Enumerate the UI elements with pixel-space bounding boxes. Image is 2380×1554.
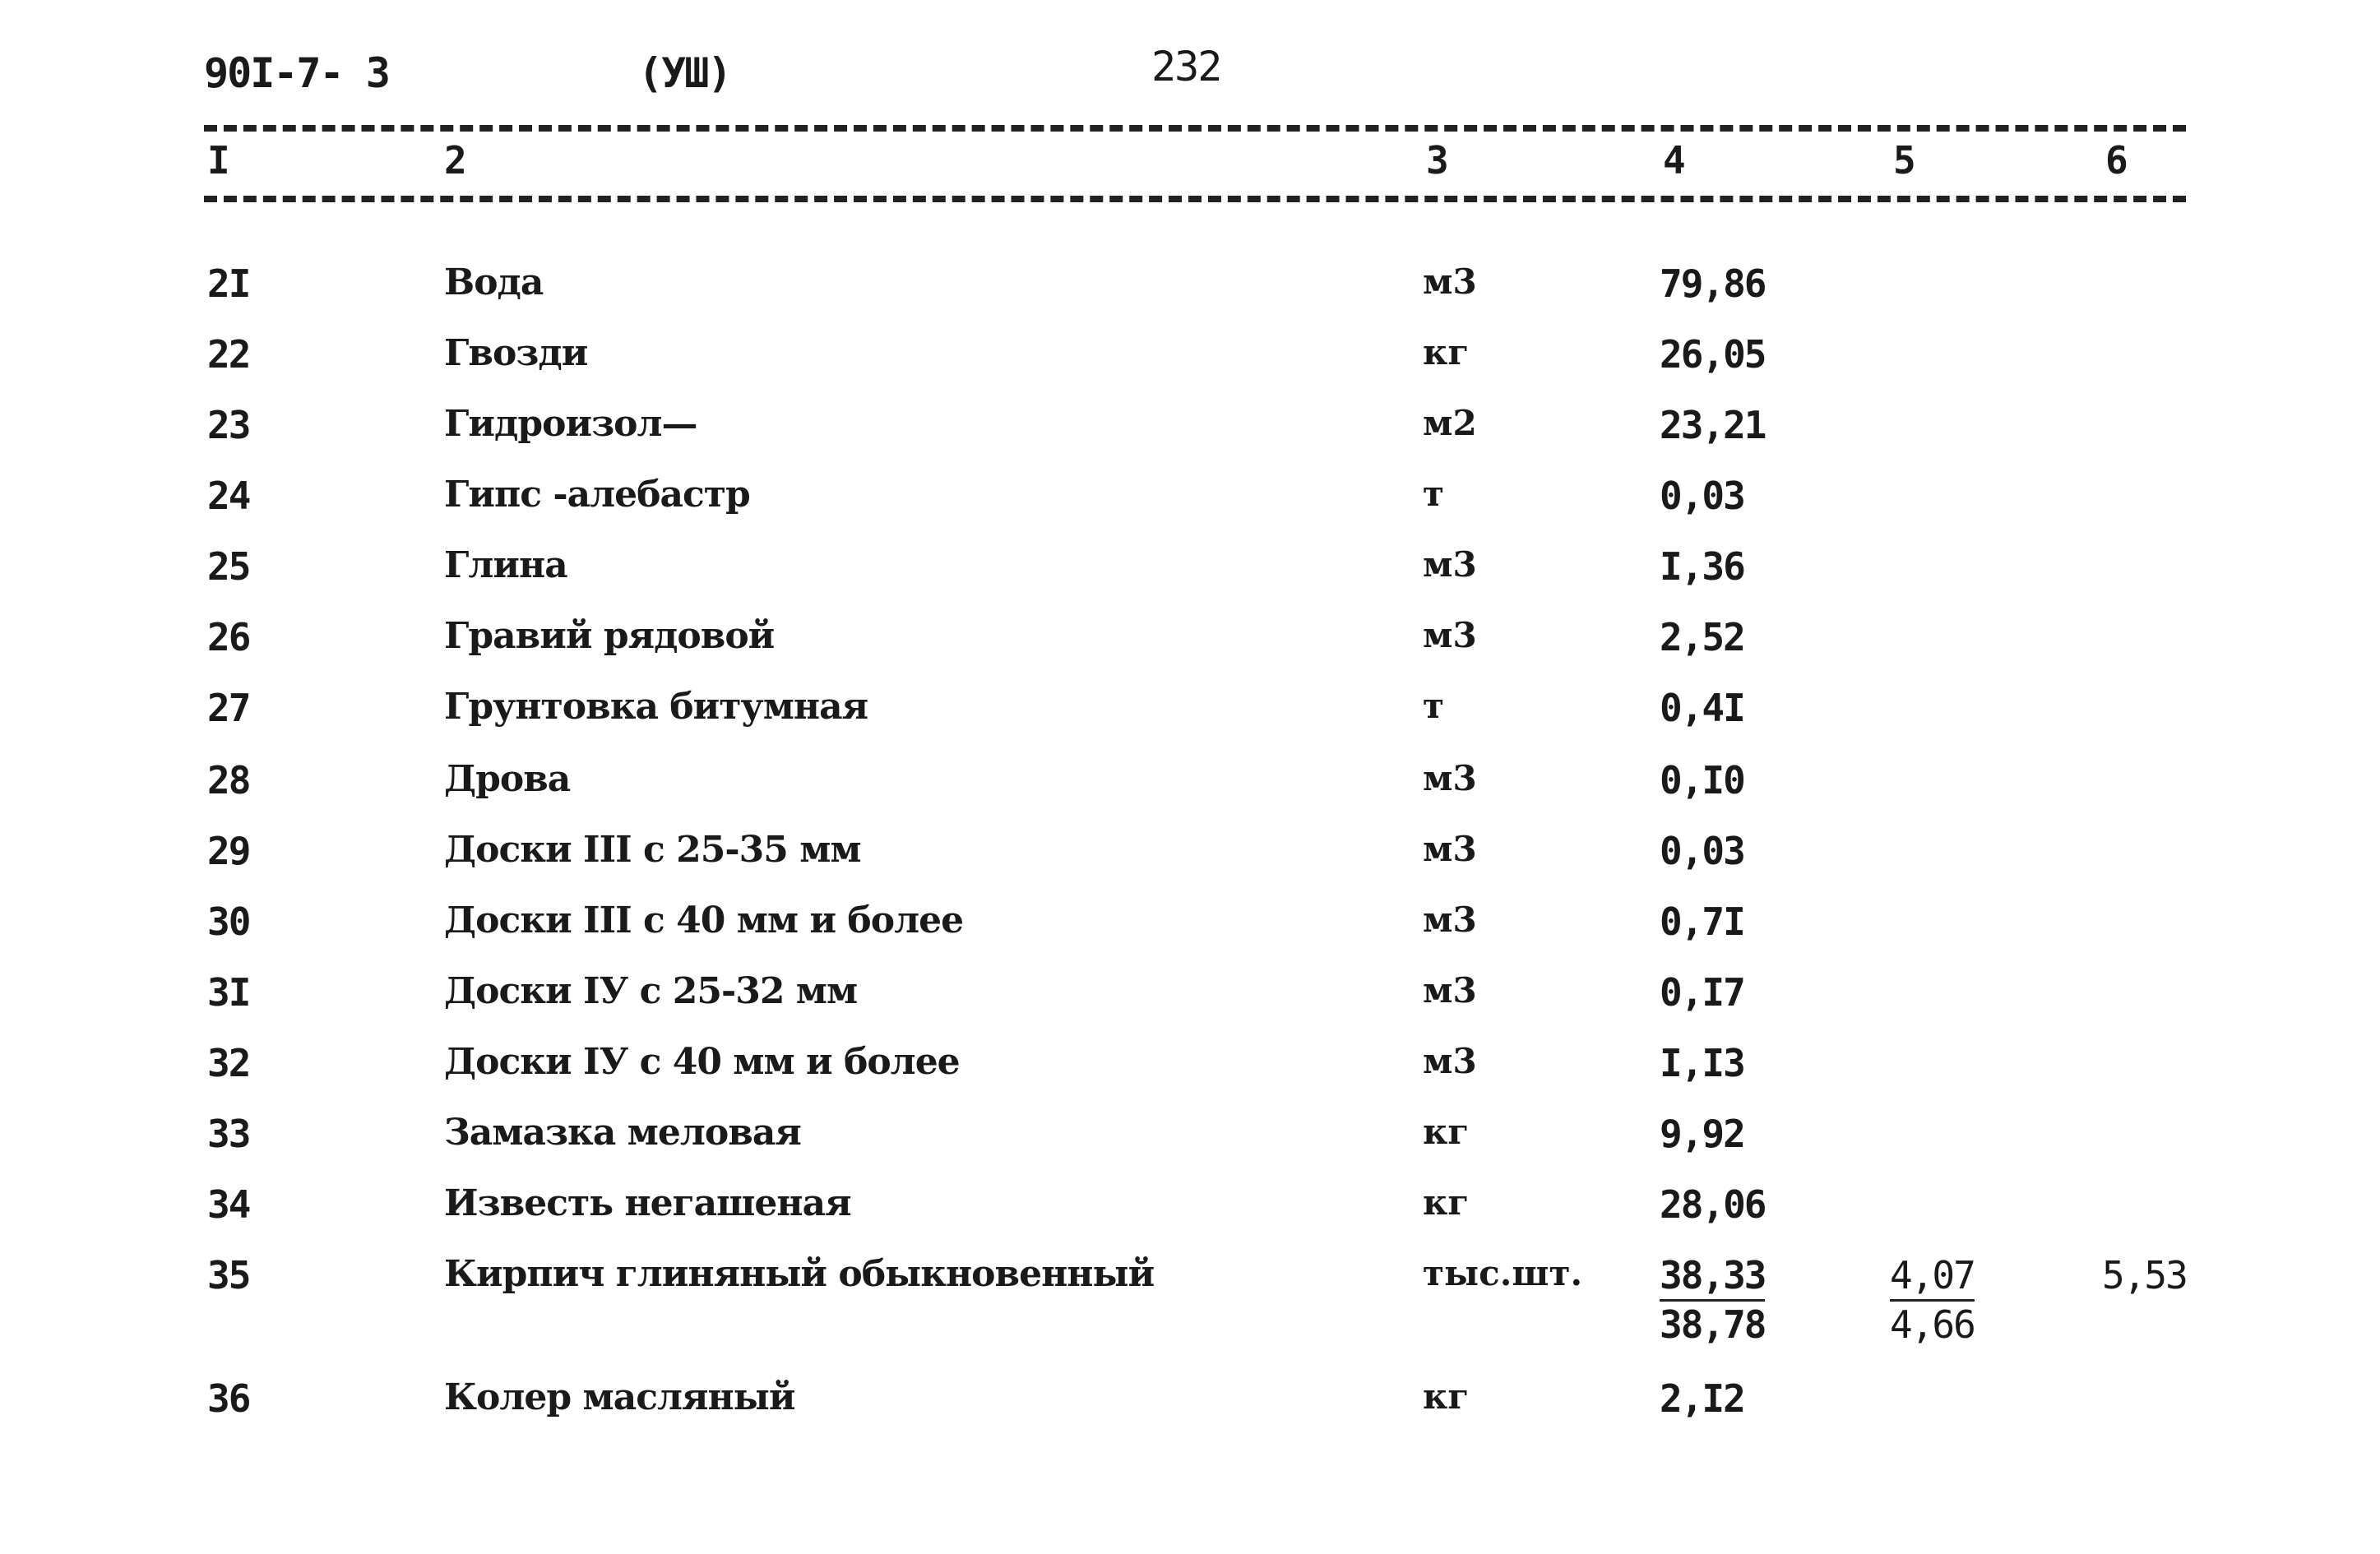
unit: т [1423,474,1445,514]
quantity-col4: 26,05 [1660,332,1766,377]
quantity-col4: 9,92 [1660,1112,1744,1156]
quantity-col4: I,I3 [1660,1041,1744,1085]
row-number: 29 [207,829,250,873]
section-label: (УШ) [638,49,731,97]
unit: кг [1423,1112,1470,1152]
material-name: Дрова [444,758,571,800]
table-row [0,970,2380,1036]
quantity-col4: 23,21 [1660,403,1766,447]
table-row [0,900,2380,965]
column-number-4: 4 [1663,138,1686,183]
table-row [0,332,2380,398]
material-name: Доски III с 25-35 мм [444,829,861,871]
column-number-5: 5 [1893,138,1916,183]
quantity-col4: 79,86 [1660,261,1766,306]
unit: м3 [1423,615,1477,655]
table-row [0,1112,2380,1177]
row-number: 27 [207,686,250,730]
quantity-col4: 0,03 [1660,829,1744,873]
material-name: Кирпич глиняный обыкновенный [444,1253,1155,1295]
table-row [0,474,2380,539]
quantity-col4: 0,7I [1660,900,1744,944]
quantity-col6: 5,53 [2102,1253,2187,1297]
table-row [0,1376,2380,1442]
row-number: 28 [207,758,250,802]
material-name: Гравий рядовой [444,615,775,657]
row-number: 23 [207,403,250,447]
row-number: 35 [207,1253,250,1297]
table-row [0,1253,2380,1368]
row-number: 36 [207,1376,250,1421]
material-name: Гипс -алебастр [444,474,750,516]
row-number: 26 [207,615,250,659]
unit: кг [1423,1376,1470,1417]
unit: м3 [1423,758,1477,798]
column-number-6: 6 [2105,138,2128,183]
row-number: 24 [207,474,250,518]
unit: м3 [1423,544,1477,585]
unit: м2 [1423,403,1477,443]
quantity-col4-secondary: 38,78 [1660,1302,1766,1347]
table-row [0,544,2380,610]
quantity-col4: I,36 [1660,544,1744,589]
quantity-col5-secondary: 4,66 [1890,1302,1975,1347]
table-row [0,758,2380,824]
material-name: Замазка меловая [444,1112,801,1154]
quantity-col4: 2,52 [1660,615,1744,659]
quantity-col4: 28,06 [1660,1182,1766,1227]
quantity-col5 [1890,1253,1975,1297]
table-row [0,403,2380,469]
quantity-col4: 2,I2 [1660,1376,1744,1421]
quantity-col4: 0,I7 [1660,970,1744,1015]
column-number-3: 3 [1426,138,1449,183]
document-code: 90I-7- 3 [204,49,389,97]
header-top-rule [204,125,2186,132]
quantity-col4: 0,I0 [1660,758,1744,802]
row-number: 34 [207,1182,250,1227]
table-row [0,1041,2380,1107]
unit: м3 [1423,970,1477,1011]
table-row [0,686,2380,752]
quantity-col4: 0,4I [1660,686,1744,730]
table-row [0,615,2380,681]
material-name: Глина [444,544,567,586]
unit: кг [1423,1182,1470,1223]
material-name: Доски IУ с 25-32 мм [444,970,858,1012]
row-number: 25 [207,544,250,589]
material-name: Колер масляный [444,1376,795,1418]
quantity-col4-primary: 38,33 [1660,1253,1765,1302]
material-name: Доски IУ с 40 мм и более [444,1041,960,1083]
page-number: 232 [1151,43,1221,90]
header-bottom-rule [204,196,2186,202]
table-row [0,261,2380,327]
material-name: Гвозди [444,332,588,374]
quantity-col4: 0,03 [1660,474,1744,518]
table-row [0,1182,2380,1248]
unit: т [1423,686,1445,726]
unit: м3 [1423,829,1477,869]
table-row [0,829,2380,895]
unit: м3 [1423,1041,1477,1081]
row-number: 32 [207,1041,250,1085]
unit: м3 [1423,900,1477,940]
quantity-col5-primary: 4,07 [1890,1253,1975,1302]
unit: м3 [1423,261,1477,302]
row-number: 30 [207,900,250,944]
material-name: Доски III с 40 мм и более [444,900,964,941]
column-number-2: 2 [444,138,467,183]
row-number: 33 [207,1112,250,1156]
material-name: Гидроизол— [444,403,697,445]
row-number: 22 [207,332,250,377]
row-number: 3I [207,970,250,1015]
column-number-1: I [207,138,230,183]
material-name: Известь негашеная [444,1182,851,1224]
material-name: Грунтовка битумная [444,686,868,728]
unit: кг [1423,332,1470,372]
material-name: Вода [444,261,544,303]
unit: тыс.шт. [1423,1253,1583,1293]
row-number: 2I [207,261,250,306]
quantity-col4 [1660,1253,1765,1297]
